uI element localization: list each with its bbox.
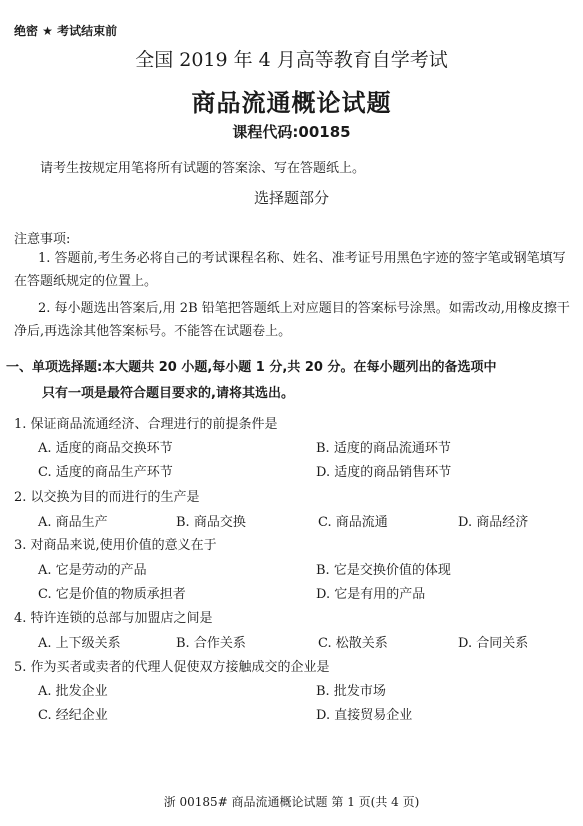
question-stem: 5. 作为买者或卖者的代理人促使双方接触成交的企业是: [14, 660, 330, 675]
question-option: A. 商品生产: [38, 515, 108, 530]
part-title: 选择题部分: [253, 189, 329, 207]
question-stem: 4. 特许连锁的总部与加盟店之间是: [14, 611, 213, 626]
question-option: C. 经纪企业: [38, 708, 108, 723]
question-option: A. 它是劳动的产品: [38, 563, 147, 578]
question-stem: 3. 对商品来说,使用价值的意义在于: [14, 538, 217, 553]
note-item: 2. 每小题选出答案后,用 2B 铅笔把答题纸上对应题目的答案标号涂黑。如需改动,用橡皮擦干净后,再选涂其他答案标号。不能答在试题卷上。: [14, 301, 570, 339]
confidential-seal: 绝密 ★ 考试结束前: [14, 24, 118, 38]
question-stem: 1. 保证商品流通经济、合理进行的前提条件是: [14, 417, 278, 432]
exam-title: 全国 2019 年 4 月高等教育自学考试: [135, 49, 448, 71]
section-heading-continued: 只有一项是最符合题目要求的,请将其选出。: [42, 386, 294, 401]
question-option: D. 商品经济: [458, 515, 529, 530]
question-option: D. 直接贸易企业: [316, 708, 413, 723]
question-option: C. 商品流通: [318, 515, 388, 530]
notes-heading: 注意事项:: [14, 232, 71, 247]
question-option: D. 适度的商品销售环节: [316, 465, 452, 480]
question-option: C. 松散关系: [318, 636, 388, 651]
note-item: 1. 答题前,考生务必将自己的考试课程名称、姓名、准考证号用黑色字迹的签字笔或钢笔填写在答题纸规定的位置上。: [14, 251, 566, 289]
question-option: C. 适度的商品生产环节: [38, 465, 173, 480]
question-option: B. 合作关系: [176, 636, 246, 651]
question-option: B. 适度的商品流通环节: [316, 441, 451, 456]
question-option: D. 它是有用的产品: [316, 587, 426, 602]
question-option: C. 它是价值的物质承担者: [38, 587, 186, 602]
question-option: A. 上下级关系: [38, 636, 121, 651]
question-stem: 2. 以交换为目的而进行的生产是: [14, 490, 200, 505]
section-heading: 一、单项选择题:本大题共 20 小题,每小题 1 分,共 20 分。在每小题列出的备选项中: [6, 360, 497, 375]
course-code: 课程代码:00185: [232, 123, 351, 141]
question-option: B. 批发市场: [316, 684, 386, 699]
question-option: A. 适度的商品交换环节: [38, 441, 173, 456]
question-option: B. 商品交换: [176, 515, 246, 530]
page-footer: 浙 00185# 商品流通概论试题 第 1 页(共 4 页): [163, 795, 420, 809]
question-option: D. 合同关系: [458, 636, 529, 651]
answer-instruction: 请考生按规定用笔将所有试题的答案涂、写在答题纸上。: [40, 161, 366, 176]
question-option: B. 它是交换价值的体现: [316, 563, 451, 578]
paper-title: 商品流通概论试题: [191, 89, 392, 117]
question-option: A. 批发企业: [38, 684, 108, 699]
